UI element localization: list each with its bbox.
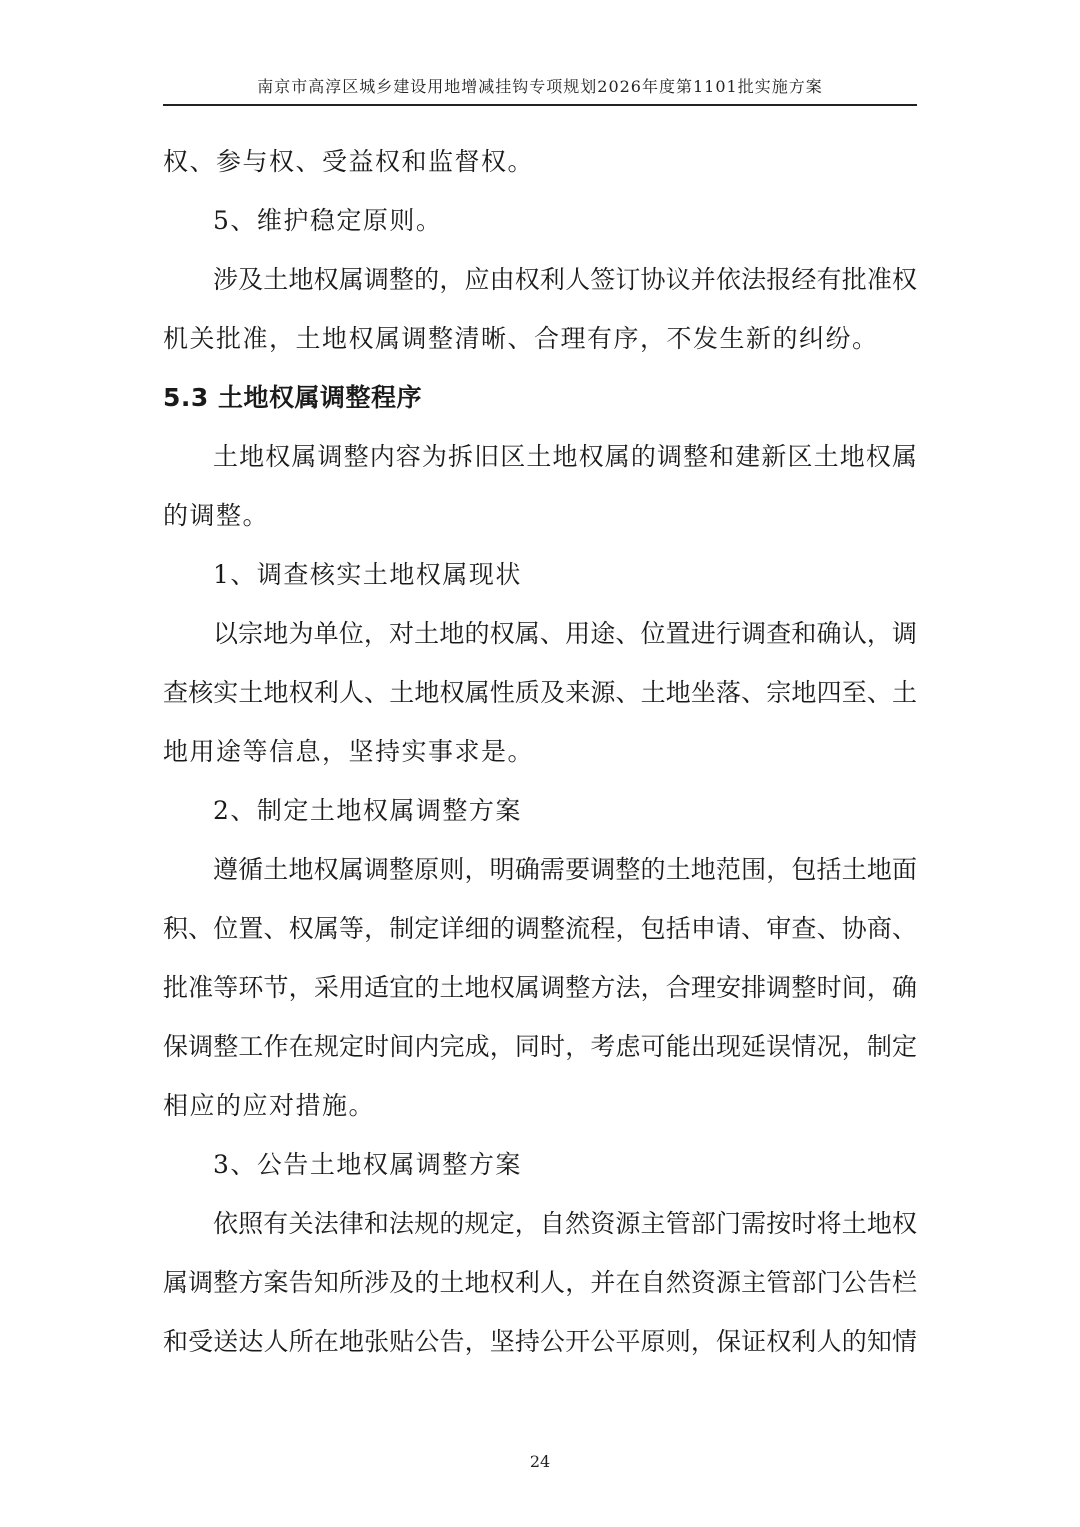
paragraph-line: 地用途等信息，坚持实事求是。 xyxy=(163,737,535,766)
paragraph-line: 查核实土地权利人、土地权属性质及来源、土地坐落、宗地四至、土 xyxy=(163,678,917,707)
running-header: 南京市高淳区城乡建设用地增减挂钩专项规划2026年度第1101批实施方案 xyxy=(257,77,823,96)
list-item-heading: 1、调查核实土地权属现状 xyxy=(213,560,522,589)
paragraph-line: 的调整。 xyxy=(163,501,270,530)
list-item-heading: 3、公告土地权属调整方案 xyxy=(213,1150,522,1179)
paragraph-line: 土地权属调整内容为拆旧区土地权属的调整和建新区土地权属 xyxy=(213,442,917,471)
list-item-heading: 2、制定土地权属调整方案 xyxy=(213,796,522,825)
paragraph-line: 和受送达人所在地张贴公告，坚持公开公平原则，保证权利人的知情 xyxy=(163,1327,917,1356)
paragraph-line: 依照有关法律和法规的规定，自然资源主管部门需按时将土地权 xyxy=(213,1209,917,1238)
paragraph-line: 积、位置、权属等，制定详细的调整流程，包括申请、审查、协商、 xyxy=(163,914,917,943)
page-body xyxy=(163,132,917,1371)
header-rule xyxy=(163,104,917,106)
paragraph-line: 属调整方案告知所涉及的土地权利人，并在自然资源主管部门公告栏 xyxy=(163,1268,917,1297)
paragraph-line: 权、参与权、受益权和监督权。 xyxy=(163,147,535,176)
paragraph-line: 机关批准，土地权属调整清晰、合理有序，不发生新的纠纷。 xyxy=(163,324,879,353)
paragraph-line: 涉及土地权属调整的，应由权利人签订协议并依法报经有批准权 xyxy=(213,265,917,294)
paragraph-line: 保调整工作在规定时间内完成，同时，考虑可能出现延误情况，制定 xyxy=(163,1032,917,1061)
page-number: 24 xyxy=(529,1452,551,1471)
paragraph-line: 以宗地为单位，对土地的权属、用途、位置进行调查和确认，调 xyxy=(213,619,917,648)
paragraph-line: 批准等环节，采用适宜的土地权属调整方法，合理安排调整时间，确 xyxy=(163,973,917,1002)
paragraph-line: 相应的应对措施。 xyxy=(163,1091,376,1120)
list-item-heading: 5、维护稳定原则。 xyxy=(213,206,443,235)
paragraph-line: 遵循土地权属调整原则，明确需要调整的土地范围，包括土地面 xyxy=(213,855,917,884)
section-heading: 5.3 土地权属调整程序 xyxy=(163,383,422,412)
